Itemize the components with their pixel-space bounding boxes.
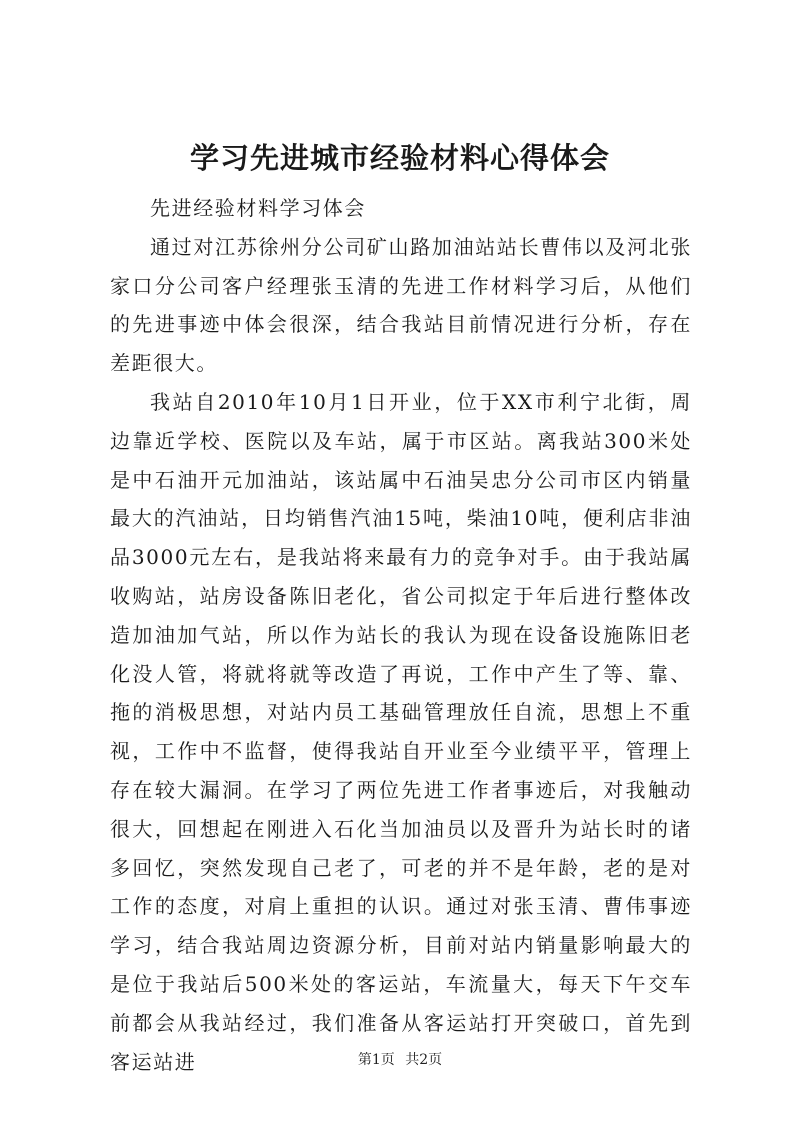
subtitle-paragraph: 先进经验材料学习体会 bbox=[150, 196, 366, 220]
page-footer bbox=[0, 1050, 800, 1070]
paragraph: 我站自2010年10月1日开业，位于XX市利宁北街，周边靠近学校、医院以及车站，属于市区站。离我站300米处是中石油开元加油站，该站属中石油吴忠分公司市区内销量最大的汽油站，日均销售汽油15吨，柴油10吨，便利店非油品3000元左右，是我站将来最有力的竞争对手。由于我站属收购站，站房设备陈旧老化，省公司拟定于年后进行整体改造加油加气站，所以作为站长的我认为现在设备设施陈旧老化没人管，将就将就等改造了再说，工作中产生了等、靠、拖的消极思想，对站内员工基础管理放任自流，思想上不重视，工作中不监督，使得我站自开业至今业绩平平，管理上存在较大漏洞。在学习了两位先进工作者事迹后，对我触动很大，回想起在刚进入石化当加油员以及晋升为站长时的诸多回忆，突然发现自己老了，可老的并不是年龄，老的是对工作的态度，对肩上重担的认识。通过对张玉清、曹伟事迹学习，结合我站周边资源分析，目前对站内销量影响最大的是位于我站后500米处的客运站，车流量大，每天下午交车前都会从我站经过，我们准备从客运站打开突破口，首先到客运站进 bbox=[110, 389, 692, 1074]
page-number: 第1页 bbox=[357, 1052, 395, 1068]
page-total: 共2页 bbox=[405, 1052, 443, 1068]
paragraph: 通过对江苏徐州分公司矿山路加油站站长曹伟以及河北张家口分公司客户经理张玉清的先进工作材料学习后，从他们的先进事迹中体会很深，结合我站目前情况进行分析，存在差距很大。 bbox=[110, 234, 692, 376]
document-body bbox=[110, 189, 692, 1081]
document-title: 学习先进城市经验材料心得体会 bbox=[189, 141, 610, 175]
